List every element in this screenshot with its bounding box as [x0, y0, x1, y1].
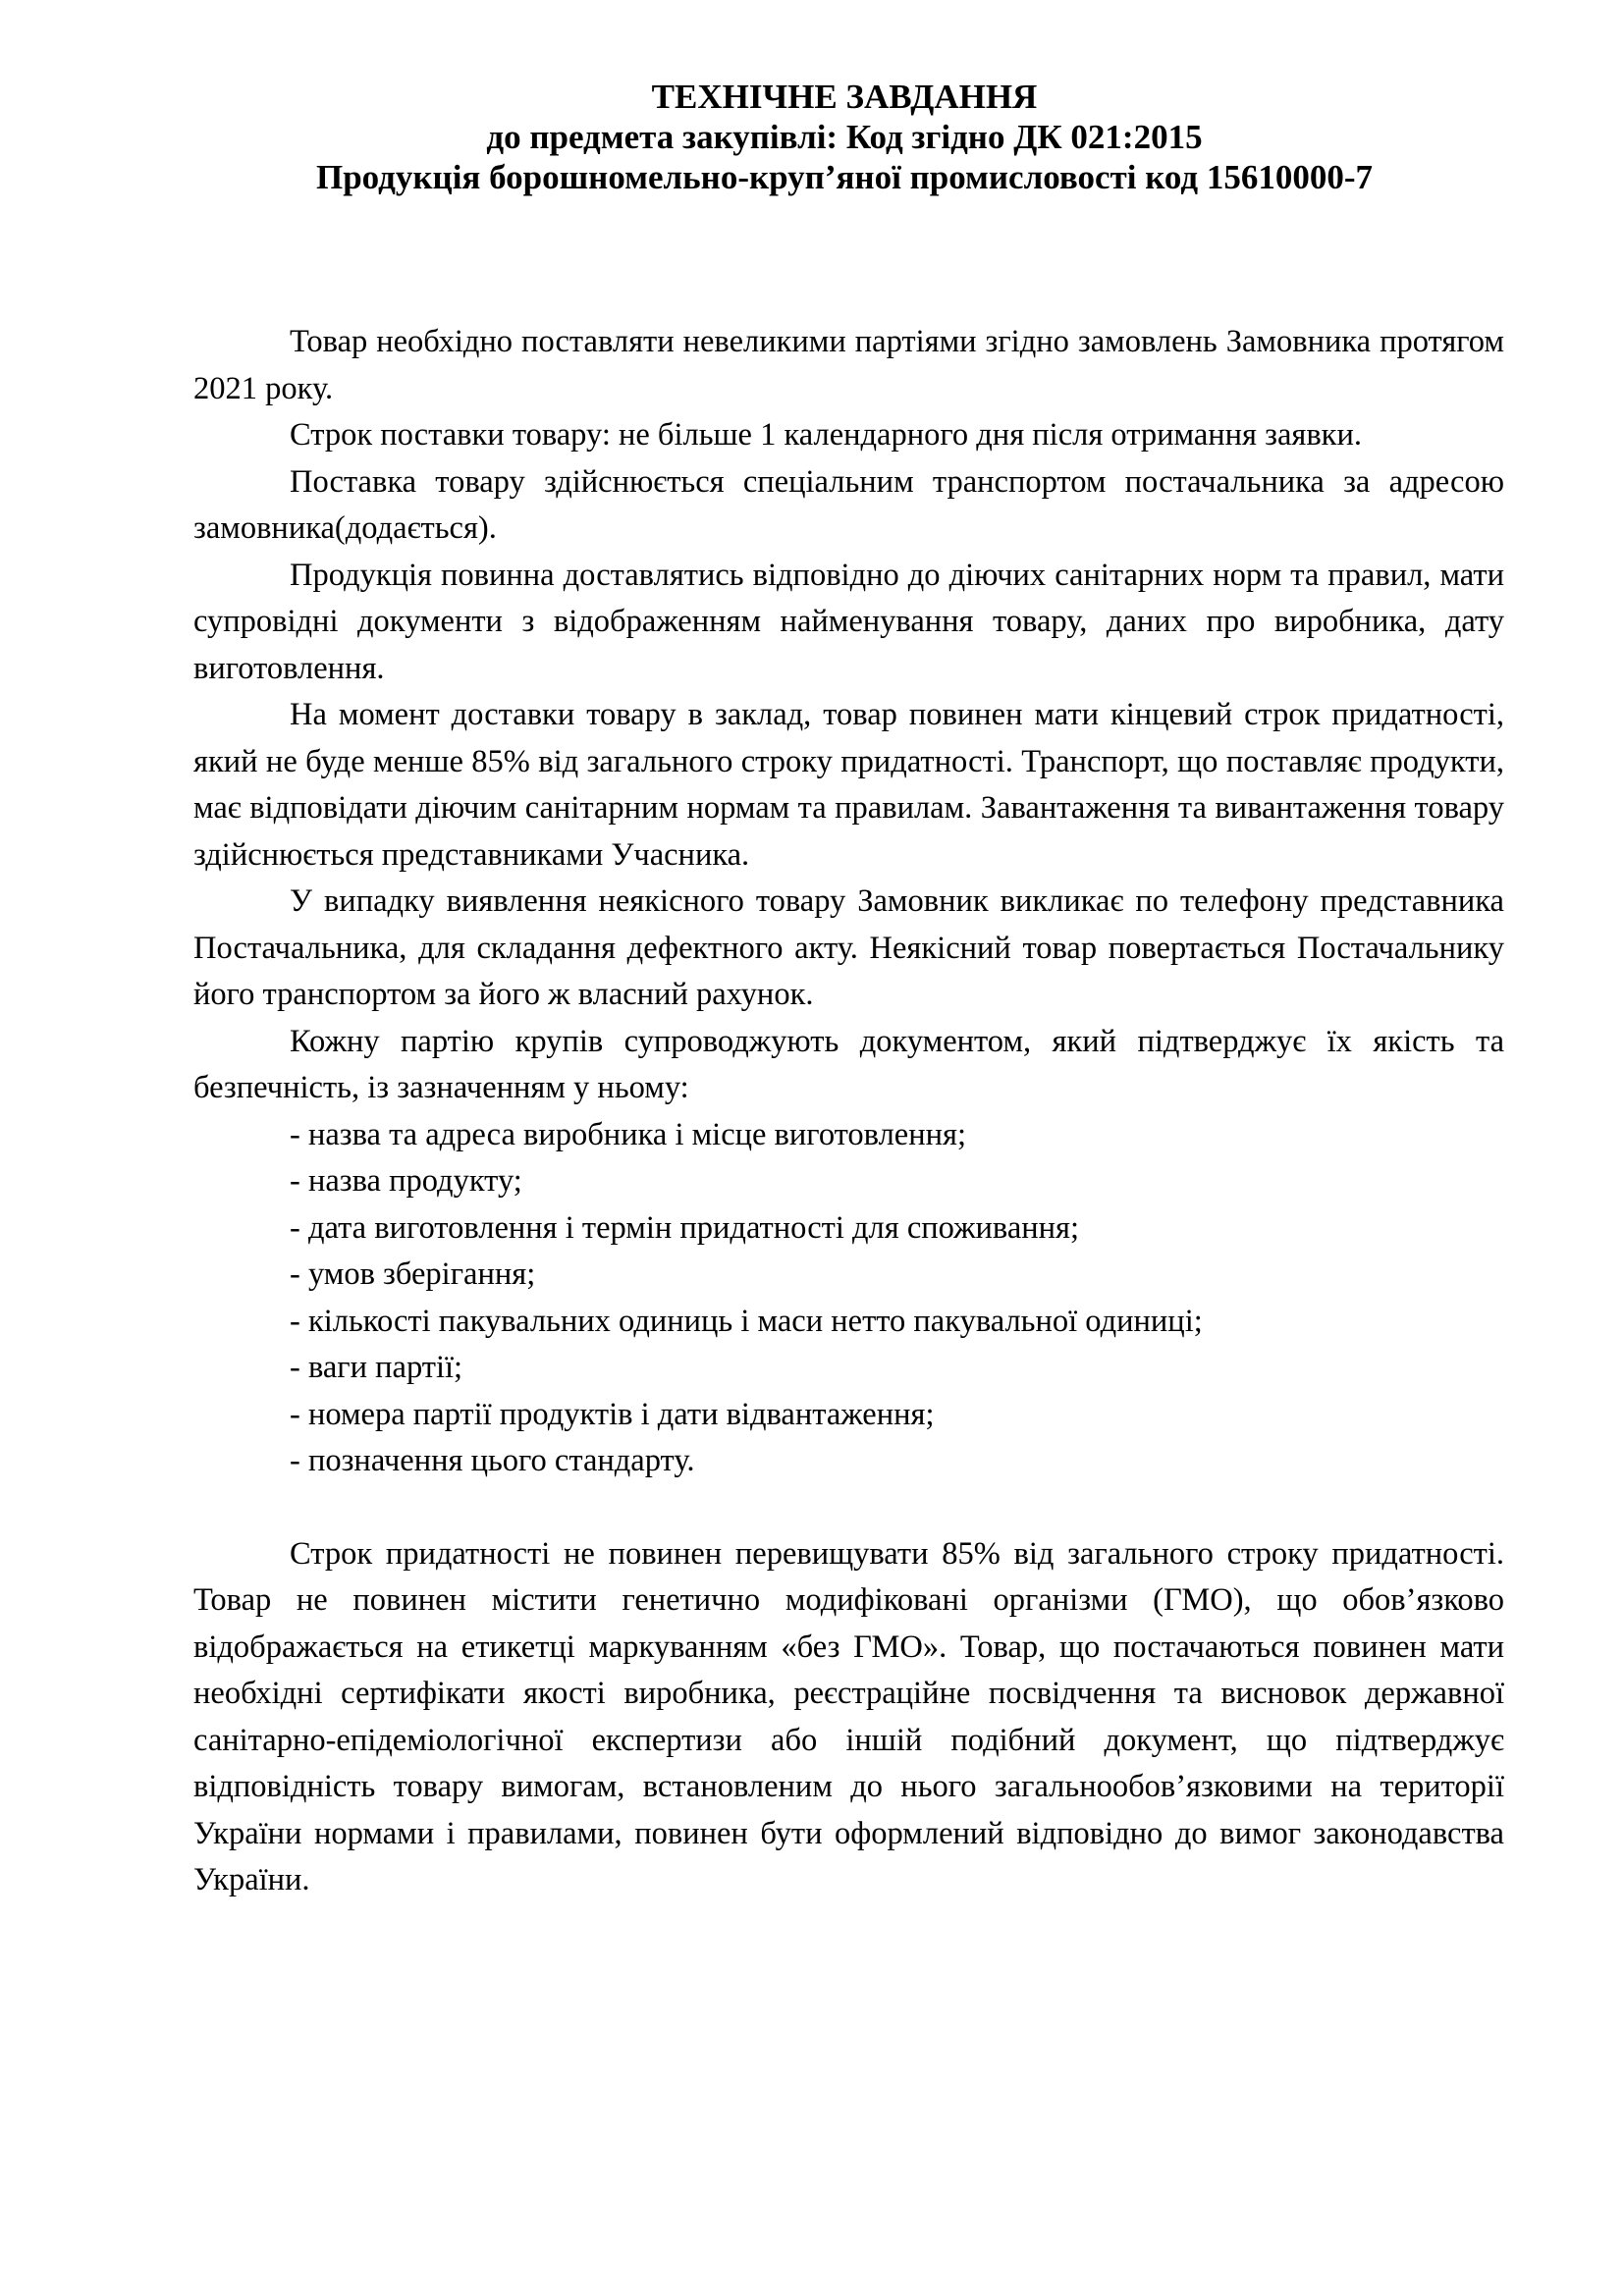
paragraph-defective-goods: У випадку виявлення неякісного товару Замовник викликає по телефону представника Постачальника, для складання дефектного акту. Неякісний товар повертається Постачальнику його транспортом за його ж власний рахунок.: [193, 883, 1504, 1012]
paragraph-quality-requirements: Строк придатності не повинен перевищувати 85% від загального строку придатності. Товар не повинен містити генетично модифіковані організми (ГМО), що обов’язково відображається на етикетці маркуванням «без ГМО». Товар, що постачаються повинен мати необхідні сертифікати якості виробника, реєстраційне посвідчення та висновок державної санітарно-епідеміологічної експертизи або іншій подібний документ, що підтверджує відповідність товару вимогам, встановленим до нього загальнообов’язковими на території України нормами і правилами, повинен бути оформлений відповідно до вимог законодавства України.: [193, 1535, 1504, 1897]
list-item: - кількості пакувальних одиниць і маси нетто пакувальної одиниці;: [290, 1303, 1203, 1339]
paragraph-transport: Поставка товару здійснюється спеціальним транспортом постачальника за адресою замовника(додається).: [193, 463, 1504, 546]
spacer: [193, 1485, 1504, 1531]
list-item: - назва продукту;: [290, 1163, 522, 1199]
list-item: - умов зберігання;: [290, 1256, 536, 1292]
paragraph-shelf-life: На момент доставки товару в заклад, товар повинен мати кінцевий строк придатності, який не буде менше 85% від загального строку придатності. Транспорт, що поставляє продукти, має відповідати діючим санітарним нормам та правилам. Завантаження та вивантаження товару здійснюється представниками Учасника.: [193, 697, 1504, 873]
paragraph-batch-documents: Кожну партію крупів супроводжують документом, який підтверджує їх якість та безпечність, із зазначенням у ньому:: [193, 1023, 1504, 1105]
document-product-code: Продукція борошномельно-круп’яної промисловості код 15610000-7: [315, 158, 1374, 196]
document-title: ТЕХНІЧНЕ ЗАВДАННЯ: [651, 78, 1038, 116]
paragraph-sanitary-norms: Продукція повинна доставлятись відповідно до діючих санітарних норм та правил, мати супровідні документи з відображенням найменування товару, даних про виробника, дату виготовлення.: [193, 557, 1504, 686]
document-subtitle: до предмета закупівлі: Код згідно ДК 021:2015: [486, 118, 1203, 156]
document-requirements-list: [193, 1112, 1504, 1485]
list-item: - позначення цього стандарту.: [290, 1443, 695, 1478]
paragraph-delivery-batches: Товар необхідно поставляти невеликими партіями згідно замовлень Замовника протягом 2021 року.: [193, 324, 1504, 406]
list-item: - ваги партії;: [290, 1350, 463, 1385]
list-item: - номера партії продуктів і дати відвантаження;: [290, 1396, 935, 1432]
paragraph-delivery-term: Строк поставки товару: не більше 1 календарного дня після отримання заявки.: [290, 417, 1362, 453]
list-item: - назва та адреса виробника і місце виготовлення;: [290, 1116, 966, 1152]
list-item: - дата виготовлення і термін придатності для споживання;: [290, 1209, 1080, 1246]
document-header: [196, 77, 1492, 197]
document-body: [193, 319, 1504, 1904]
